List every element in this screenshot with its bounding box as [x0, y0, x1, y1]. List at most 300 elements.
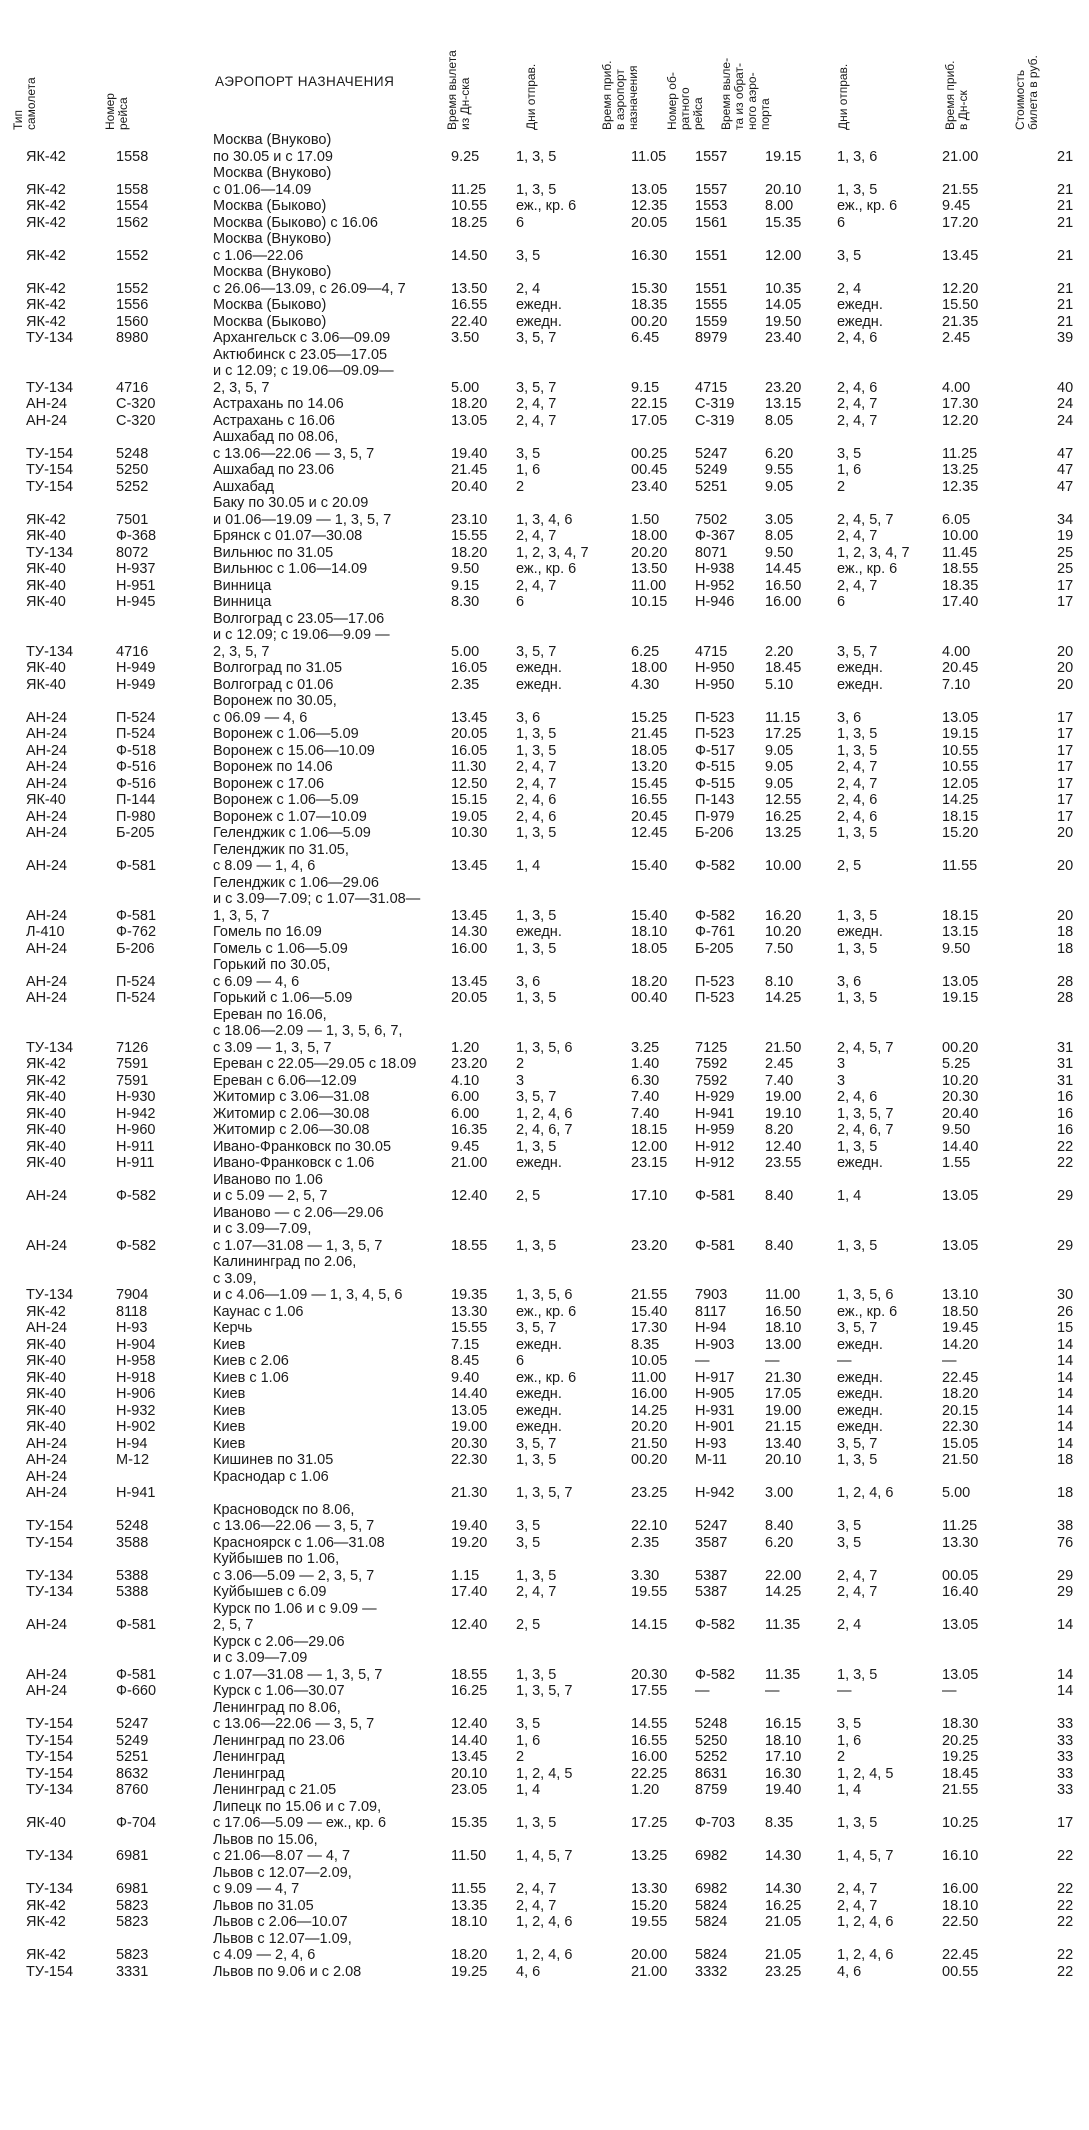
cell-departure-time: 21.00	[451, 1155, 488, 1171]
cell-plane-type: АН-24	[26, 775, 68, 792]
cell-plane-type: ЯК-42	[26, 1897, 66, 1914]
cell-return-departure: 18.10	[765, 1732, 802, 1749]
cell-price: 22	[1057, 1881, 1074, 1897]
cell-plane-type: АН-24	[26, 709, 68, 726]
header-return-days: Дни отправ.	[836, 63, 850, 130]
cell-return-arrival: 10.20	[942, 1072, 979, 1089]
table-row	[0, 1386, 1089, 1403]
table-row	[0, 1931, 1089, 1964]
cell-return-days: 1, 2, 4, 6	[837, 1485, 894, 1501]
cell-return-arrival: 18.30	[942, 1716, 979, 1732]
cell-plane-type: ТУ-154	[26, 1534, 74, 1551]
cell-flight-number: 5823	[116, 1947, 149, 1963]
cell-departure-days: 1, 2, 3, 4, 7	[516, 544, 589, 561]
cell-plane-type: ЯК-42	[26, 1072, 66, 1089]
table-row	[0, 297, 1089, 314]
cell-return-arrival: 13.05	[942, 973, 979, 990]
cell-departure-days: 1, 3, 5	[516, 742, 557, 759]
cell-flight-number: 1552	[116, 280, 149, 297]
cell-return-days: 1, 2, 3, 4, 7	[837, 544, 910, 561]
cell-departure-time: 19.40	[451, 1518, 488, 1534]
cell-return-flight: Ф-515	[695, 775, 736, 792]
table-row	[0, 1766, 1089, 1783]
cell-return-flight: 6982	[695, 1881, 728, 1897]
cell-arrival-time: 18.15	[631, 1122, 668, 1138]
cell-return-departure: 19.00	[765, 1089, 802, 1105]
cell-return-days: 2	[837, 1749, 846, 1765]
table-row	[0, 1799, 1089, 1832]
cell-return-departure: 2.20	[765, 643, 794, 660]
cell-return-days: —	[837, 1353, 852, 1369]
cell-departure-days: 2, 4, 7	[516, 775, 557, 792]
cell-return-flight: 5387	[695, 1584, 728, 1600]
cell-return-arrival: 14.40	[942, 1138, 979, 1155]
cell-departure-time: 18.55	[451, 1666, 488, 1683]
cell-destination: Курск с 2.06—29.06 и с 3.09—7.09 с 1.07—31.08 — 1, 3, 5, 7	[213, 1633, 383, 1683]
cell-return-departure: 16.00	[765, 594, 802, 610]
table-row	[0, 1155, 1089, 1172]
cell-destination: Геленджик с 1.06—29.06 и с 3.09—7.09; с 1.07—31.08— 1, 3, 5, 7	[213, 874, 421, 924]
cell-arrival-time: 17.25	[631, 1815, 668, 1831]
cell-return-days: еж., кр. 6	[837, 1303, 898, 1320]
cell-price: 33	[1057, 1782, 1074, 1798]
cell-return-days: 2, 4, 7	[837, 528, 878, 544]
cell-flight-number: 8760	[116, 1782, 149, 1798]
cell-return-departure: 8.35	[765, 1815, 794, 1831]
cell-return-flight: Н-917	[695, 1369, 735, 1386]
cell-price: 20	[1057, 676, 1074, 693]
cell-price: 17	[1057, 759, 1074, 775]
cell-return-arrival: 13.10	[942, 1287, 979, 1303]
cell-destination: Брянск с 01.07—30.08	[213, 528, 363, 544]
cell-return-flight: 1557	[695, 148, 728, 165]
cell-return-arrival: 19.15	[942, 726, 979, 742]
cell-plane-type: ЯК-40	[26, 676, 66, 693]
cell-price: 21	[1057, 198, 1074, 214]
cell-return-arrival: 21.55	[942, 1782, 979, 1798]
cell-price: 24	[1057, 412, 1074, 429]
cell-plane-type: ЯК-40	[26, 1386, 66, 1402]
cell-return-flight: 5250	[695, 1732, 728, 1749]
cell-return-departure: 19.50	[765, 313, 802, 330]
cell-plane-type: ЯК-40	[26, 1089, 66, 1105]
cell-departure-days: 1, 3, 5, 7	[516, 1683, 573, 1699]
table-row	[0, 330, 1089, 347]
cell-departure-days: 2, 4, 6, 7	[516, 1122, 573, 1138]
timetable-rows	[0, 132, 1089, 1980]
cell-return-departure: 9.55	[765, 462, 794, 478]
cell-departure-days: 2, 4	[516, 280, 541, 297]
cell-price: 17	[1057, 792, 1074, 808]
cell-price: 25	[1057, 544, 1074, 561]
cell-return-departure: 14.45	[765, 561, 802, 577]
cell-destination: Иваново — с 2.06—29.06 и с 3.09—7.09, с 1.07—31.08 — 1, 3, 5, 7	[213, 1204, 384, 1254]
table-row	[0, 825, 1089, 842]
cell-departure-time: 15.15	[451, 792, 488, 808]
cell-arrival-time: 11.00	[631, 577, 667, 594]
cell-flight-number: 5388	[116, 1567, 149, 1584]
cell-return-arrival: 17.30	[942, 396, 979, 412]
cell-return-flight: 7903	[695, 1287, 728, 1303]
cell-destination: Курск по 1.06 и с 9.09 — 2, 5, 7	[213, 1600, 377, 1633]
cell-price: 39	[1057, 330, 1074, 346]
cell-plane-type: ТУ-154	[26, 478, 74, 495]
cell-destination: Ереван по 16.06, с 18.06—2.09 — 1, 3, 5, 6, 7, с 3.09 — 1, 3, 5, 7	[213, 1006, 403, 1056]
cell-departure-time: 1.15	[451, 1567, 480, 1584]
cell-return-arrival: 15.05	[942, 1435, 979, 1452]
cell-plane-type: АН-24	[26, 990, 68, 1006]
cell-arrival-time: 16.55	[631, 792, 668, 808]
cell-return-arrival: 15.50	[942, 297, 979, 313]
cell-return-days: 3, 5	[837, 247, 862, 264]
cell-return-days: 2, 4, 7	[837, 396, 878, 412]
cell-price: 17	[1057, 577, 1074, 594]
cell-return-days: 1, 3, 5, 6	[837, 1287, 894, 1303]
cell-return-days: еж., кр. 6	[837, 198, 898, 214]
cell-departure-days: 2, 5	[516, 1617, 541, 1633]
cell-return-departure: 12.00	[765, 247, 802, 264]
cell-departure-days: 2, 4, 7	[516, 528, 557, 544]
cell-departure-time: 19.00	[451, 1419, 488, 1435]
cell-departure-days: еж., кр. 6	[516, 1303, 577, 1320]
cell-plane-type: ЯК-40	[26, 1155, 66, 1171]
cell-return-arrival: 11.25	[942, 445, 978, 462]
cell-price: 22	[1057, 1963, 1074, 1980]
cell-departure-time: 11.25	[451, 181, 487, 198]
cell-return-departure: 2.45	[765, 1056, 794, 1072]
cell-plane-type: АН-24	[26, 940, 68, 957]
cell-return-departure: 17.25	[765, 726, 802, 742]
cell-return-days: 2, 4, 5, 7	[837, 1039, 894, 1056]
cell-return-departure: 8.40	[765, 1237, 794, 1254]
cell-price: 20	[1057, 660, 1074, 676]
cell-return-flight: Н-946	[695, 594, 735, 610]
cell-flight-number: 1552	[116, 247, 149, 264]
cell-return-days: 2, 4, 6	[837, 1089, 878, 1105]
cell-flight-number: П-980	[116, 808, 156, 825]
cell-departure-time: 13.05	[451, 412, 488, 429]
cell-return-flight: 5252	[695, 1749, 728, 1765]
table-row	[0, 1106, 1089, 1123]
cell-plane-type: ЯК-40	[26, 594, 66, 610]
cell-plane-type: ЯК-42	[26, 148, 66, 165]
cell-price: 19	[1057, 528, 1074, 544]
cell-destination: Керчь	[213, 1320, 253, 1336]
cell-price: 16	[1057, 1122, 1074, 1138]
cell-departure-days: 3, 5	[516, 445, 541, 462]
cell-departure-time: 12.50	[451, 775, 488, 792]
cell-flight-number: 5251	[116, 1749, 149, 1765]
cell-return-flight: Н-912	[695, 1155, 735, 1171]
header-price: Стоимость билета в руб.	[1013, 55, 1040, 130]
header-arrival-time: Время приб. в аэропорт назначения	[600, 60, 640, 130]
cell-flight-number: Н-941	[116, 1485, 156, 1501]
cell-return-flight: Н-929	[695, 1089, 735, 1105]
cell-destination: Вильнюс с 1.06—14.09	[213, 561, 368, 577]
cell-price: 20	[1057, 907, 1074, 924]
cell-return-days: 2, 4, 6, 7	[837, 1122, 894, 1138]
cell-return-arrival: 13.30	[942, 1534, 979, 1551]
cell-return-days: 2	[837, 478, 846, 495]
cell-return-days: 1, 3, 5	[837, 1138, 878, 1155]
cell-return-departure: 12.55	[765, 792, 802, 808]
cell-return-flight: Ф-582	[695, 858, 736, 874]
cell-arrival-time: 2.35	[631, 1534, 660, 1551]
cell-return-arrival: 13.45	[942, 247, 979, 264]
cell-departure-time: 16.00	[451, 940, 488, 957]
cell-return-arrival: 12.20	[942, 412, 979, 429]
cell-departure-time: 15.55	[451, 1320, 488, 1336]
cell-departure-time: 14.40	[451, 1732, 488, 1749]
cell-return-days: ежедн.	[837, 1155, 883, 1171]
cell-return-arrival: 19.25	[942, 1749, 979, 1765]
table-row	[0, 1337, 1089, 1354]
table-row	[0, 462, 1089, 479]
cell-arrival-time: 13.05	[631, 181, 668, 198]
cell-plane-type: АН-24	[26, 726, 68, 742]
cell-price: 21	[1057, 280, 1074, 297]
cell-destination: Житомир с 3.06—31.08	[213, 1089, 370, 1105]
cell-return-flight: 5824	[695, 1897, 728, 1914]
cell-plane-type: АН-24	[26, 1188, 68, 1204]
cell-plane-type: ЯК-42	[26, 511, 66, 528]
cell-plane-type: АН-24	[26, 1320, 68, 1336]
cell-destination: Ивано-Франковск с 1.06	[213, 1155, 375, 1171]
cell-return-days: ежедн.	[837, 924, 883, 940]
cell-return-days: 1, 2, 4, 6	[837, 1914, 894, 1930]
table-row	[0, 660, 1089, 677]
cell-plane-type: ТУ-154	[26, 1765, 74, 1782]
cell-destination: Геленджик по 31.05, с 8.09 — 1, 4, 6	[213, 841, 349, 874]
cell-arrival-time: 20.30	[631, 1666, 668, 1683]
cell-arrival-time: 14.55	[631, 1716, 668, 1732]
cell-price: 22	[1057, 1848, 1074, 1864]
cell-flight-number: Н-902	[116, 1419, 156, 1435]
cell-return-flight: 5824	[695, 1914, 728, 1930]
cell-flight-number: 4716	[116, 379, 149, 396]
cell-flight-number: Н-949	[116, 676, 156, 693]
cell-price: 33	[1057, 1732, 1074, 1749]
table-row	[0, 1584, 1089, 1601]
cell-return-arrival: 10.55	[942, 742, 979, 759]
table-row	[0, 875, 1089, 925]
cell-return-departure: 18.10	[765, 1320, 802, 1336]
cell-arrival-time: 20.20	[631, 544, 668, 561]
cell-departure-time: 19.25	[451, 1963, 488, 1980]
table-header	[0, 18, 1089, 130]
cell-departure-days: еж., кр. 6	[516, 198, 577, 214]
cell-destination: Архангельск с 3.06—09.09	[213, 330, 391, 346]
cell-return-arrival: 12.05	[942, 775, 979, 792]
cell-destination: Ашхабад по 23.06	[213, 462, 335, 478]
cell-departure-days: 1, 3, 5	[516, 990, 557, 1006]
cell-plane-type: АН-24	[26, 858, 68, 874]
cell-arrival-time: 23.15	[631, 1155, 668, 1171]
cell-return-departure: 20.10	[765, 1452, 802, 1468]
cell-departure-days: 2, 4, 6	[516, 808, 557, 825]
cell-destination: Киев	[213, 1419, 246, 1435]
cell-departure-time: 19.20	[451, 1534, 488, 1551]
cell-departure-time: 18.25	[451, 214, 488, 231]
cell-flight-number: Ф-582	[116, 1237, 157, 1254]
cell-return-days: 1, 3, 5	[837, 181, 878, 198]
cell-return-arrival: 20.45	[942, 660, 979, 676]
cell-return-days: 2, 4, 6	[837, 792, 878, 808]
cell-return-departure: 20.10	[765, 181, 802, 198]
cell-return-days: ежедн.	[837, 660, 883, 676]
table-row	[0, 1700, 1089, 1733]
cell-price: 14	[1057, 1369, 1074, 1386]
cell-return-days: 2, 4, 7	[837, 1897, 878, 1914]
cell-departure-time: 6.00	[451, 1089, 480, 1105]
cell-return-days: 3, 6	[837, 973, 862, 990]
cell-return-arrival: 21.00	[942, 148, 979, 165]
table-row	[0, 1551, 1089, 1584]
cell-return-flight: 5248	[695, 1716, 728, 1732]
cell-arrival-time: 23.40	[631, 478, 668, 495]
cell-plane-type: ЯК-42	[26, 280, 66, 297]
cell-arrival-time: 14.15	[631, 1617, 668, 1633]
cell-plane-type: ТУ-154	[26, 1963, 74, 1980]
cell-arrival-time: 17.55	[631, 1683, 668, 1699]
cell-return-flight: 4715	[695, 379, 728, 396]
cell-destination: Гомель по 16.09	[213, 924, 322, 940]
cell-departure-days: ежедн.	[516, 1402, 562, 1419]
cell-arrival-time: 3.30	[631, 1567, 660, 1584]
cell-return-flight: Ф-703	[695, 1815, 736, 1831]
cell-return-departure: 16.50	[765, 1303, 802, 1320]
cell-return-flight: Н-942	[695, 1485, 735, 1501]
cell-departure-time: 9.25	[451, 148, 480, 165]
cell-departure-time: 11.30	[451, 759, 487, 775]
cell-departure-time: 11.50	[451, 1848, 487, 1864]
cell-departure-days: 2, 4, 7	[516, 1584, 557, 1600]
cell-price: 34	[1057, 511, 1074, 528]
cell-departure-days: 2, 4, 6	[516, 792, 557, 808]
cell-return-flight: Н-93	[695, 1435, 727, 1452]
cell-flight-number: 8072	[116, 544, 149, 561]
cell-return-departure: 17.10	[765, 1749, 802, 1765]
cell-flight-number: Н-906	[116, 1386, 156, 1402]
cell-return-days: 2, 4	[837, 1617, 862, 1633]
cell-return-days: ежедн.	[837, 1336, 883, 1353]
cell-departure-time: 14.50	[451, 247, 488, 264]
cell-return-departure: 9.05	[765, 478, 794, 495]
header-return-arrival: Время приб. в Дн-ск	[943, 60, 970, 130]
cell-destination: Ленинград	[213, 1749, 285, 1765]
cell-return-days: 4, 6	[837, 1963, 862, 1980]
cell-flight-number: Н-932	[116, 1402, 156, 1419]
cell-destination: Киев с 2.06	[213, 1353, 289, 1369]
cell-return-departure: 12.40	[765, 1138, 802, 1155]
cell-price: 33	[1057, 1749, 1074, 1765]
cell-departure-days: 3	[516, 1072, 525, 1089]
cell-return-days: 2, 4, 5, 7	[837, 511, 894, 528]
cell-arrival-time: 1.50	[631, 511, 660, 528]
cell-arrival-time: 18.05	[631, 742, 668, 759]
cell-return-days: 3, 5, 7	[837, 1320, 878, 1336]
cell-departure-time: 9.50	[451, 561, 480, 577]
table-row	[0, 495, 1089, 528]
cell-departure-time: 8.30	[451, 594, 480, 610]
cell-arrival-time: 21.45	[631, 726, 668, 742]
cell-departure-days: ежедн.	[516, 313, 562, 330]
cell-flight-number: 7591	[116, 1056, 149, 1072]
cell-destination: Воронеж с 17.06	[213, 775, 325, 792]
cell-return-departure: 15.35	[765, 214, 802, 231]
cell-price: 21	[1057, 214, 1074, 231]
cell-plane-type: ЯК-40	[26, 561, 66, 577]
cell-return-departure: 16.50	[765, 577, 802, 594]
cell-return-arrival: 18.45	[942, 1765, 979, 1782]
cell-plane-type: ЯК-42	[26, 198, 66, 214]
cell-return-days: 6	[837, 594, 846, 610]
cell-arrival-time: 9.15	[631, 379, 660, 396]
cell-plane-type: ЯК-40	[26, 528, 66, 544]
header-return-departure: Время выле- та из обрат- ного аэро- порта	[719, 57, 772, 130]
table-row	[0, 1403, 1089, 1420]
cell-return-arrival: 13.05	[942, 1237, 979, 1254]
cell-departure-days: 6	[516, 214, 525, 231]
cell-flight-number: 7501	[116, 511, 149, 528]
cell-departure-time: 7.15	[451, 1336, 480, 1353]
cell-destination: Киев	[213, 1402, 246, 1419]
cell-price: 16	[1057, 1105, 1074, 1122]
cell-destination: Волгоград по 31.05	[213, 660, 343, 676]
cell-return-arrival: 18.15	[942, 907, 979, 924]
cell-return-days: 1, 3, 5	[837, 1666, 878, 1683]
cell-return-arrival: 12.20	[942, 280, 979, 297]
cell-arrival-time: 22.15	[631, 396, 668, 412]
cell-flight-number: Н-904	[116, 1336, 156, 1353]
cell-destination: Винница	[213, 577, 272, 594]
cell-return-days: 1, 3, 5	[837, 1452, 878, 1468]
cell-plane-type: ЯК-40	[26, 1122, 66, 1138]
table-row	[0, 1749, 1089, 1766]
header-departure-days: Дни отправ.	[524, 63, 538, 130]
cell-return-days: 2, 4, 7	[837, 1584, 878, 1600]
cell-return-departure: 11.00	[765, 1287, 801, 1303]
cell-return-days: 3	[837, 1056, 846, 1072]
cell-departure-days: 3, 6	[516, 709, 541, 726]
cell-destination: Москва (Внуково) по 30.05 и с 17.09	[213, 132, 333, 165]
cell-plane-type: АН-24	[26, 759, 68, 775]
cell-destination: Горький по 30.05, с 6.09 — 4, 6	[213, 957, 331, 990]
cell-departure-days: 3, 5	[516, 1716, 541, 1732]
cell-price: 28	[1057, 990, 1074, 1006]
cell-departure-days: 2, 4, 7	[516, 396, 557, 412]
cell-price: 25	[1057, 561, 1074, 577]
table-row	[0, 479, 1089, 496]
cell-plane-type: ЯК-40	[26, 1105, 66, 1122]
cell-return-arrival: 7.10	[942, 676, 971, 693]
cell-departure-time: 18.55	[451, 1237, 488, 1254]
cell-price: 21	[1057, 181, 1074, 198]
cell-arrival-time: 15.20	[631, 1897, 668, 1914]
cell-destination: Липецк по 15.06 и с 7.09, с 17.06—5.09 — еж., кр. 6	[213, 1798, 387, 1831]
cell-return-departure: 19.00	[765, 1402, 802, 1419]
header-flight-number: Номер рейса	[103, 93, 130, 130]
cell-price: 14	[1057, 1386, 1074, 1402]
cell-departure-time: 5.00	[451, 643, 480, 660]
cell-plane-type: АН-24	[26, 1435, 68, 1452]
cell-destination: Ленинград по 23.06	[213, 1732, 345, 1749]
table-row	[0, 1419, 1089, 1436]
cell-departure-time: 10.30	[451, 825, 488, 841]
cell-destination: Астрахань с 16.06	[213, 412, 335, 429]
cell-departure-days: 2	[516, 1056, 525, 1072]
cell-departure-time: 13.45	[451, 907, 488, 924]
